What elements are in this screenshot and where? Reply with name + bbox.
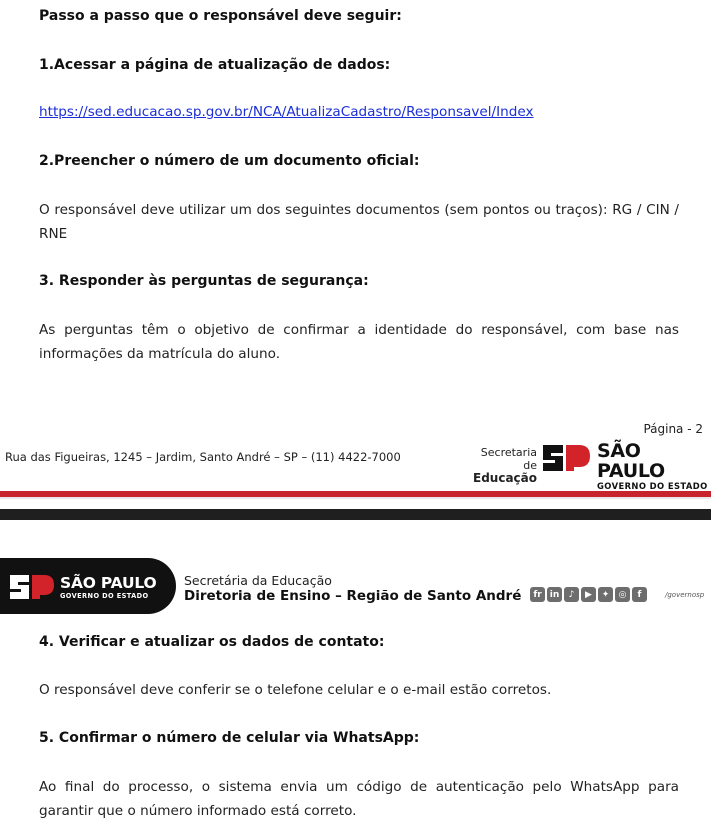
tiktok-icon[interactable]: ♪ <box>564 587 579 602</box>
page-separator-bar <box>0 509 711 520</box>
linkedin-icon[interactable]: in <box>547 587 562 602</box>
sp-logo-mark-icon <box>541 443 591 473</box>
step1-title: 1.Acessar a página de atualização de dados: <box>39 57 391 73</box>
step3-title: 3. Responder às perguntas de segurança: <box>39 273 369 289</box>
footer-logo-big: SÃO PAULO <box>597 440 665 482</box>
header-logo-big: SÃO PAULO <box>60 574 157 592</box>
step2-text: O responsável deve utilizar um dos seguintes documentos (sem pontos ou traços): RG / CIN / RNE <box>39 202 679 242</box>
header-secretaria: Secretária da Educação <box>184 573 332 588</box>
footer-address: Rua das Figueiras, 1245 – Jardim, Santo André – SP – (11) 4422-7000 <box>5 450 401 464</box>
header-diretoria: Diretoria de Ensino – Região de Santo André <box>184 588 522 604</box>
footer-secretaria-line2: Educação <box>473 471 537 485</box>
social-handle: /governosp <box>665 591 705 599</box>
intro-heading: Passo a passo que o responsável deve seguir: <box>39 8 402 24</box>
step4-title: 4. Verificar e atualizar os dados de contato: <box>39 634 385 650</box>
header-logo-small: GOVERNO DO ESTADO <box>60 592 149 600</box>
atualiza-cadastro-link[interactable]: https://sed.educacao.sp.gov.br/NCA/AtualizaCadastro/Responsavel/Index <box>39 104 534 120</box>
step5-title: 5. Confirmar o número de celular via WhatsApp: <box>39 730 420 746</box>
facebook-icon[interactable]: f <box>632 587 647 602</box>
document-page-3 <box>0 520 711 833</box>
flickr-icon[interactable]: fr <box>530 587 545 602</box>
footer-secretaria-line1: Secretaria de <box>480 446 537 472</box>
footer-logo-small: GOVERNO DO ESTADO <box>597 481 708 491</box>
youtube-icon[interactable]: ▶ <box>581 587 596 602</box>
instagram-icon[interactable]: ◎ <box>615 587 630 602</box>
step4-text: O responsável deve conferir se o telefone celular e o e-mail estão corretos. <box>39 682 552 698</box>
footer-secretaria-label <box>465 446 537 485</box>
page-separator <box>0 500 711 516</box>
sp-logo-mark-white-icon <box>8 573 56 601</box>
step5-text: Ao final do processo, o sistema envia um código de autenticação pelo WhatsApp para garantir que o número informado está correto. <box>39 779 679 819</box>
twitter-icon[interactable]: ✦ <box>598 587 613 602</box>
header-logo-text <box>60 575 156 600</box>
footer-red-line <box>0 491 711 499</box>
step2-title: 2.Preencher o número de um documento oficial: <box>39 153 420 169</box>
page-number: Página - 2 <box>643 422 703 436</box>
social-icons <box>530 587 647 602</box>
footer-logo-text <box>597 441 711 491</box>
step3-text: As perguntas têm o objetivo de confirmar a identidade do responsável, com base nas informações da matrícula do aluno. <box>39 322 679 362</box>
